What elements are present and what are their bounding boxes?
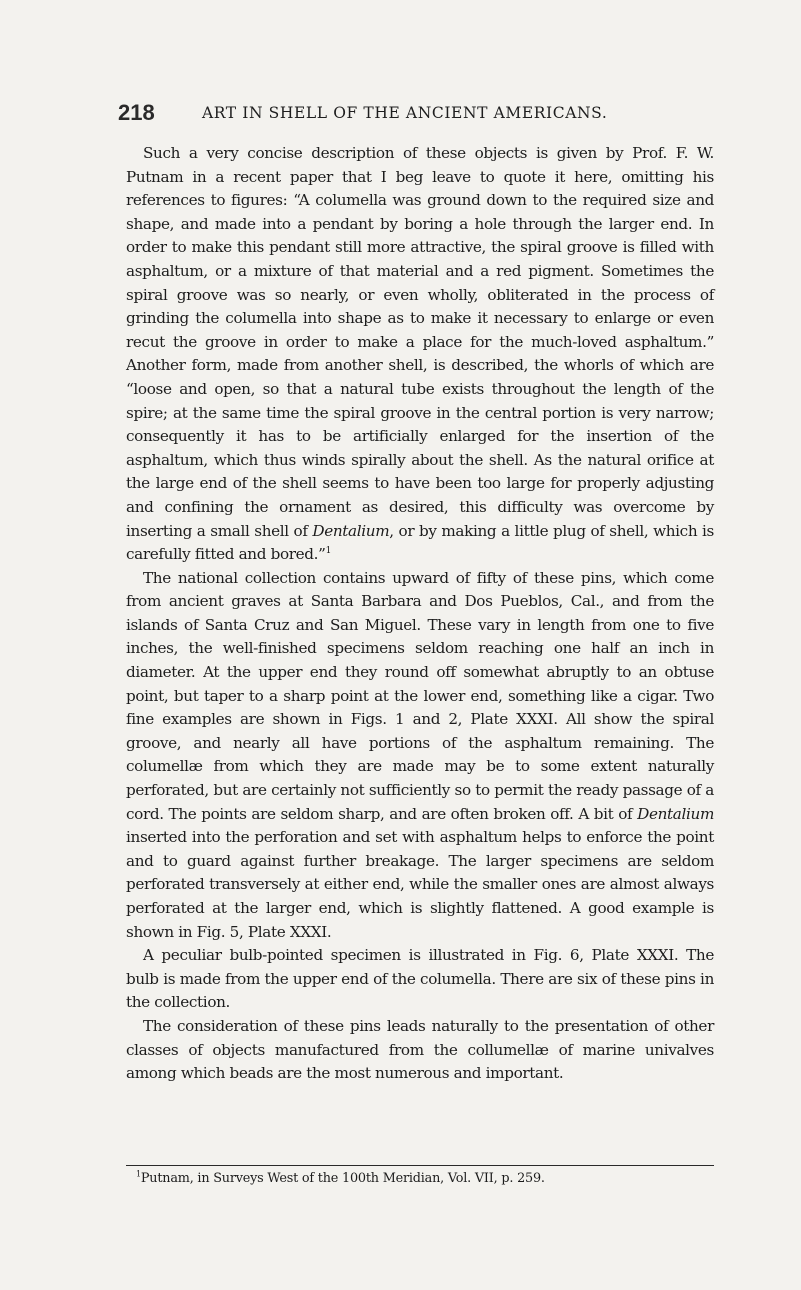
paragraph-text: Such a very concise description of these objects is given by Prof. F. W. Putnam in a recent paper that I beg leave to quote it here, omitting his references to figures: “A columella was ground down to the required size and shape, and made into a pendant by boring a hole through the larger end. In order to make this pendant still more attractive, the spiral groove is filled with asphaltum, or a mixture of that material and a red pigment. Sometimes the spiral groove was so nearly, or even wholly, obliterated in the process of grinding the columella into shape as to make it necessary to enlarge or even recut the groove in order to make a place for the much-loved asphaltum.” Another form, made from another shell, is described, the whorls of which are “loose and open, so that a natural tube exists throughout the length of the spire; at the same time the spiral groove in the central portion is very narrow; consequently it has to be artificially enlarged for the insertion of the asphaltum, which thus winds spirally about the shell. As the natural orifice at the large end of the shell seems to have been too large for properly adjusting and confining the ornament as desired, this difficulty was overcome by inserting a small shell of	[126, 144, 714, 540]
footnote	[136, 1170, 716, 1188]
footnote-marker: 1	[136, 1169, 141, 1179]
footnote-divider	[126, 1165, 714, 1166]
italic-term: Dentalium	[637, 804, 714, 823]
running-title: ART IN SHELL OF THE ANCIENT AMERICANS.	[202, 104, 608, 122]
paragraph-putnam-quote	[126, 142, 714, 567]
body-text	[126, 142, 714, 1086]
paragraph-bulb-pointed: A peculiar bulb-pointed specimen is illustrated in Fig. 6, Plate XXXI. The bulb is made from the upper end of the columella. There are six of these pins in the collection.	[126, 946, 714, 1012]
page-number: 218	[118, 100, 155, 125]
paragraph-text: inserted into the perforation and set with asphaltum helps to enforce the point and to guard against further breakage. The larger specimens are seldom perforated transversely at either end, while the smaller ones are almost always perforated at the larger end, which is slightly flattened. A good example is shown in Fig. 5, Plate XXXI.	[126, 828, 714, 941]
paragraph-text: , or by making a little plug of shell, which is carefully fitted and bored.”	[126, 521, 714, 564]
paragraph-national-collection	[126, 567, 714, 945]
italic-term: Dentalium	[312, 521, 390, 540]
footnote-reference: 1	[325, 546, 331, 557]
paragraph-consideration: The consideration of these pins leads naturally to the presentation of other classes of objects manufactured from the collumellæ of marine univalves among which beads are the most numerous and important.	[126, 1016, 714, 1083]
page-header	[118, 100, 718, 132]
footnote-text: Putnam, in Surveys West of the 100th Meridian, Vol. VII, p. 259.	[140, 1171, 545, 1186]
paragraph-text: The national collection contains upward of fifty of these pins, which come from ancient graves at Santa Barbara and Dos Pueblos, Cal., and from the islands of Santa Cruz and San Miguel. These vary in length from one to five inches, the well-finished specimens seldom reaching one half an inch in diameter. At the upper end they round off somewhat abruptly to an obtuse point, but taper to a sharp point at the lower end, something like a cigar. Two fine examples are shown in Figs. 1 and 2, Plate XXXI. All show the spiral groove, and nearly all have portions of the asphaltum remaining. The columellæ from which they are made may be to some extent naturally perforated, but are certainly not sufficiently so to permit the ready passage of a cord. The points are seldom sharp, and are often broken off. A bit of	[126, 568, 714, 823]
